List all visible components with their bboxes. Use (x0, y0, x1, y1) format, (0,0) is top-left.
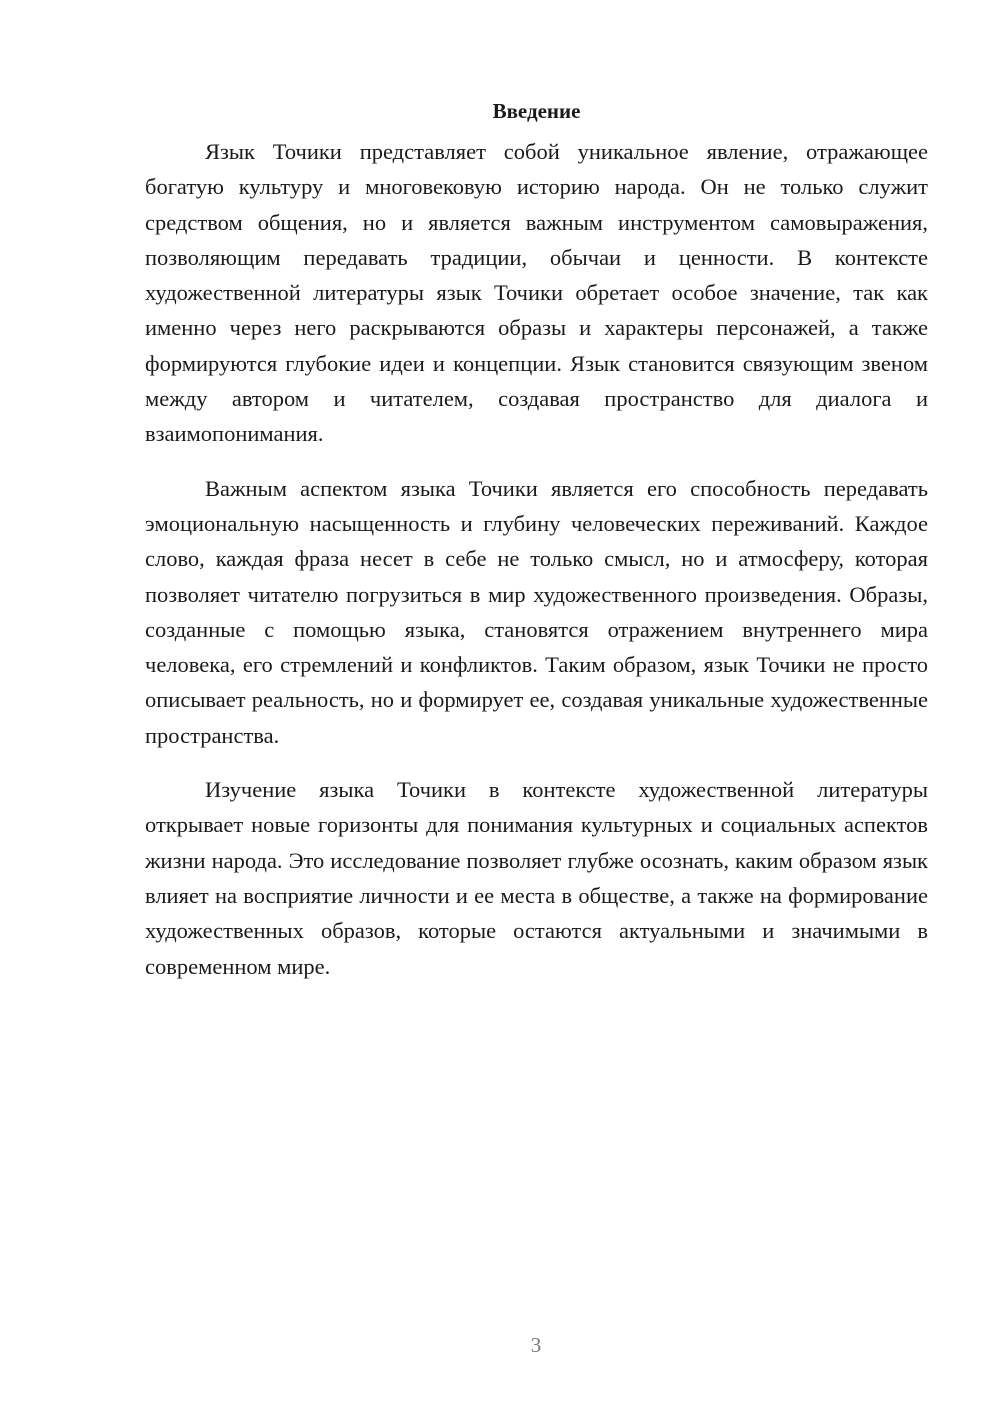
paragraph-2: Важным аспектом языка Точики является его способность передавать эмоциональную насыщенность и глубину человеческих переживаний. Каждое слово, каждая фраза несет в себе не только смысл, но и атмосферу, которая позволяет читателю погрузиться в мир художественного произведения. Образы, созданные с помощью языка, становятся отражением внутреннего мира человека, его стремлений и конфликтов. Таким образом, язык Точики не просто описывает реальность, но и формирует ее, создавая уникальные художественные пространства. (145, 475, 928, 748)
page-content (145, 95, 928, 1003)
paragraph-3: Изучение языка Точики в контексте художественной литературы открывает новые горизонты для понимания культурных и социальных аспектов жизни народа. Это исследование позволяет глубже осознать, каким образом язык влияет на восприятие личности и ее места в обществе, а также на формирование художественных образов, которые остаются актуальными и значимыми в современном мире. (145, 777, 928, 979)
section-heading: Введение (492, 99, 581, 123)
page-number: 3 (530, 1333, 542, 1357)
paragraph-1: Язык Точики представляет собой уникальное явление, отражающее богатую культуру и многовековую историю народа. Он не только служит средством общения, но и является важным инструментом самовыражения, позволяющим передавать традиции, обычаи и ценности. В контексте художественной литературы язык Точики обретает особое значение, так как именно через него раскрываются образы и характеры персонажей, а также формируются глубокие идеи и концепции. Язык становится связующим звеном между автором и читателем, создавая пространство для диалога и взаимопонимания. (145, 139, 928, 447)
